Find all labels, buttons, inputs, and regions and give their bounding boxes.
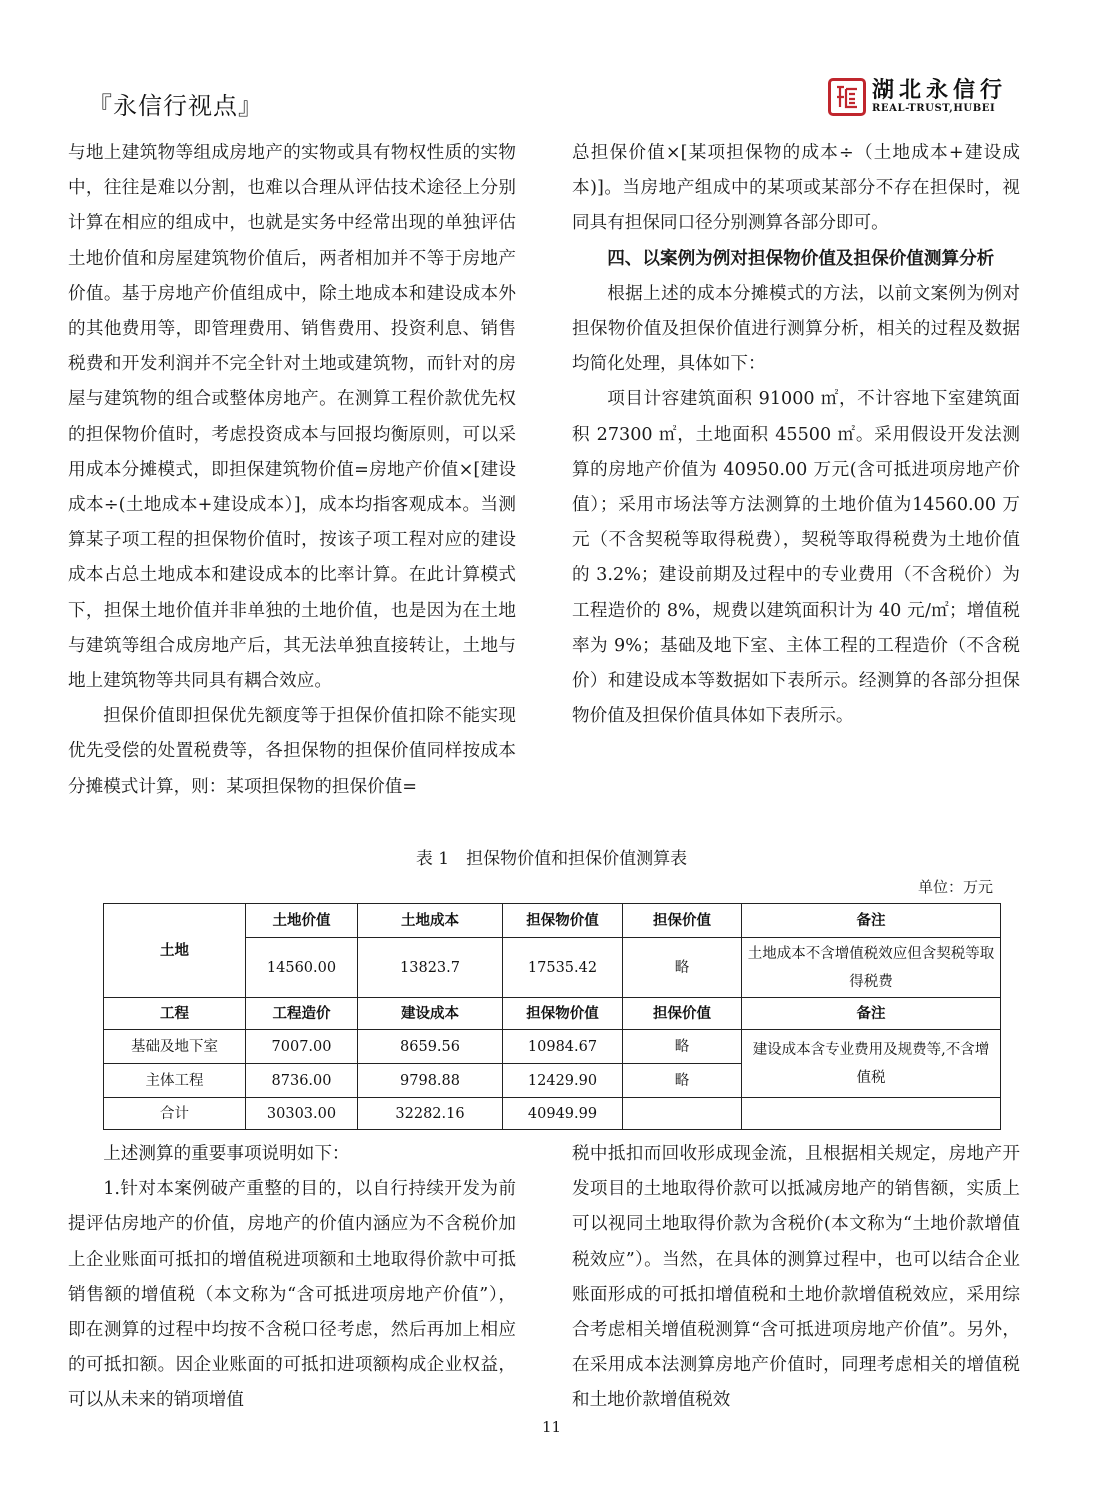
column-header: 土地成本 — [358, 904, 503, 938]
paragraph: 担保价值即担保优先额度等于担保价值扣除不能实现优先受偿的处置税费等，各担保物的担保价值同样按成本分摊模式计算，则：某项担保物的担保价值= — [68, 706, 516, 797]
table-cell: 合计 — [104, 1098, 246, 1130]
left-column-top — [68, 136, 516, 805]
table-row — [104, 1030, 1001, 1064]
table-cell — [623, 1098, 742, 1130]
logo-english-name: REAL-TRUST,HUBEI — [872, 103, 996, 114]
table-cell: 10984.67 — [503, 1030, 623, 1064]
table-cell: 略 — [623, 1030, 742, 1064]
column-header: 备注 — [742, 904, 1001, 938]
column-header: 担保物价值 — [503, 904, 623, 938]
column-header: 担保价值 — [623, 904, 742, 938]
row-label-land: 土地 — [104, 904, 246, 998]
column-header: 担保物价值 — [503, 998, 623, 1030]
column-header: 土地价值 — [246, 904, 358, 938]
table-cell: 13823.7 — [358, 938, 503, 998]
table-cell: 略 — [623, 938, 742, 998]
left-column-bottom — [68, 1137, 516, 1419]
table-cell: 17535.42 — [503, 938, 623, 998]
table-note: 建设成本含专业费用及规费等,不含增值税 — [742, 1030, 1001, 1098]
page-number: 11 — [541, 1418, 562, 1436]
paragraph: 1.针对本案例破产重整的目的，以自行持续开发为前提评估房地产的价值，房地产的价值内涵应为不含税价加上企业账面可抵扣的增值税进项额和土地取得价款中可抵销售额的增值税（本文称为“含可抵进项房地产价值”），即在测算的过程中均按不含税口径考虑，然后再加上相应的可抵扣额。因企业账面的可抵扣进项额构成企业权益，可以从未来的销项增值 — [68, 1179, 516, 1411]
company-logo — [828, 78, 1007, 116]
table-cell: 基础及地下室 — [104, 1030, 246, 1064]
table-unit: 单位：万元 — [917, 878, 993, 896]
valuation-table — [103, 903, 1001, 1130]
table-note: 土地成本不含增值税效应但含契税等取得税费 — [742, 938, 1001, 998]
table-cell: 8659.56 — [358, 1030, 503, 1064]
table-cell: 14560.00 — [246, 938, 358, 998]
column-header: 建设成本 — [358, 998, 503, 1030]
paragraph: 上述测算的重要事项说明如下： — [103, 1144, 350, 1164]
right-column-top — [572, 136, 1020, 734]
column-header: 工程 — [104, 998, 246, 1030]
table-cell: 9798.88 — [358, 1064, 503, 1098]
table-cell: 8736.00 — [246, 1064, 358, 1098]
column-header: 担保价值 — [623, 998, 742, 1030]
table-cell: 12429.90 — [503, 1064, 623, 1098]
logo-chinese-name: 湖北永信行 — [872, 78, 1008, 103]
table-caption: 表 1 担保物价值和担保价值测算表 — [415, 849, 688, 869]
column-header: 备注 — [742, 998, 1001, 1030]
paragraph: 项目计容建筑面积 91000 ㎡，不计容地下室建筑面积 27300 ㎡，土地面积 45500 ㎡。采用假设开发法测算的房地产价值为 40950.00 万元(含可抵进项房地产价值）；采用市场法等方法测算的土地价值为14560.00 万元（不含契税等取得税费），契税等取得税费为土地价值的 3.2%；建设前期及过程中的专业费用（不含税价）为工程造价的 8%，规费以建筑面积计为 40 元/㎡；增值税率为 9%；基础及地下室、主体工程的工程造价（不含税价）和建设成本等数据如下表所示。经测算的各部分担保物价值及担保价值具体如下表所示。 — [572, 389, 1020, 727]
column-header: 工程造价 — [246, 998, 358, 1030]
seal-icon — [828, 78, 866, 116]
table-cell: 30303.00 — [246, 1098, 358, 1130]
table-cell — [742, 1098, 1001, 1130]
table-cell: 主体工程 — [104, 1064, 246, 1098]
section-heading: 四、以案例为例对担保物价值及担保价值测算分析 — [607, 248, 995, 269]
table-cell: 40949.99 — [503, 1098, 623, 1130]
table-cell: 7007.00 — [246, 1030, 358, 1064]
table-cell: 32282.16 — [358, 1098, 503, 1130]
paragraph: 总担保价值×[某项担保物的成本÷（土地成本+建设成本)]。当房地产组成中的某项或某部分不存在担保时，视同具有担保同口径分别测算各部分即可。 — [572, 143, 1020, 234]
paragraph: 税中抵扣而回收形成现金流，且根据相关规定，房地产开发项目的土地取得价款可以抵减房地产的销售额，实质上可以视同土地取得价款为含税价(本文称为“土地价款增值税效应”）。当然，在具体的测算过程中，也可以结合企业账面形成的可抵扣增值税和土地价款增值税效应，采用综合考虑相关增值税测算“含可抵进项房地产价值”。另外，在采用成本法测算房地产价值时，同理考虑相关的增值税和土地价款增值税效 — [572, 1144, 1020, 1411]
table-row — [104, 1098, 1001, 1130]
paragraph: 根据上述的成本分摊模式的方法，以前文案例为例对担保物价值及担保价值进行测算分析，相关的过程及数据均简化处理，具体如下： — [572, 283, 1020, 375]
header-title: 『永信行视点』 — [88, 92, 263, 120]
paragraph: 与地上建筑物等组成房地产的实物或具有物权性质的实物中，往往是难以分割，也难以合理从评估技术途径上分别计算在相应的组成中，也就是实务中经常出现的单独评估土地价值和房屋建筑物价值后，两者相加并不等于房地产价值。基于房地产价值组成中，除土地成本和建设成本外的其他费用等，即管理费用、销售费用、投资利息、销售税费和开发利润并不完全针对土地或建筑物，而针对的房屋与建筑物的组合或整体房地产。在测算工程价款优先权的担保物价值时，考虑投资成本与回报均衡原则，可以采用成本分摊模式，即担保建筑物价值=房地产价值×[建设成本÷(土地成本+建设成本）]，成本均指客观成本。当测算某子项工程的担保物价值时，按该子项工程对应的建设成本占总土地成本和建设成本的比率计算。在此计算模式下，担保土地价值并非单独的土地价值，也是因为在土地与建筑等组合成房地产后，其无法单独直接转让，土地与地上建筑物等共同具有耦合效应。 — [68, 143, 516, 692]
table-cell: 略 — [623, 1064, 742, 1098]
right-column-bottom — [572, 1137, 1020, 1419]
